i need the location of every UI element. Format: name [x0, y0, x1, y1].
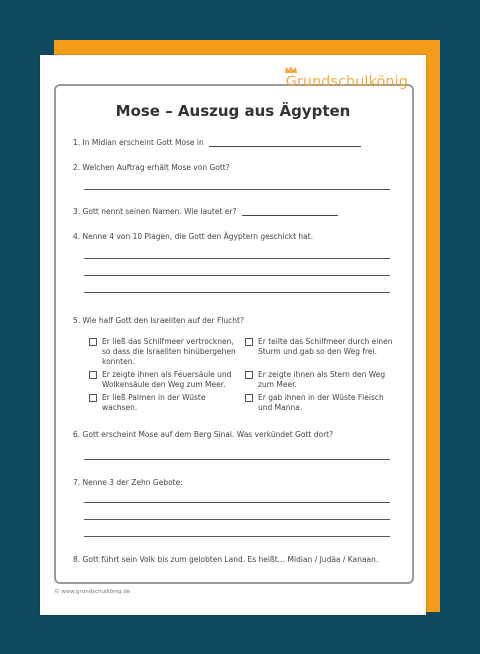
checkbox[interactable] [245, 394, 253, 402]
worksheet-page [40, 55, 426, 615]
answer-line[interactable] [84, 519, 390, 520]
option-b[interactable] [102, 370, 242, 390]
question-1-text: 1. In Midian erscheint Gott Mose in [73, 138, 204, 147]
option-a-text: Er ließ das Schilfmeer vertrocknen, so dass die Israeliten hinübergehen konnten. [102, 337, 236, 366]
checkbox[interactable] [89, 394, 97, 402]
question-5: 5. Wie half Gott den Israeliten auf der Flucht? [73, 316, 244, 325]
answer-line[interactable] [242, 214, 338, 216]
answer-line[interactable] [84, 502, 390, 503]
option-f[interactable] [258, 393, 393, 413]
option-d-text: Er teilte das Schilfmeer durch einen Sturm und gab so den Weg frei. [258, 337, 393, 356]
option-f-text: Er gab ihnen in der Wüste Fleisch und Manna. [258, 393, 384, 412]
option-b-text: Er zeigte ihnen als Feuersäule und Wolkensäule den Weg zum Meer. [102, 370, 232, 389]
option-c-text: Er ließ Palmen in der Wüste wachsen. [102, 393, 206, 412]
option-c[interactable] [102, 393, 242, 413]
answer-line[interactable] [84, 258, 390, 259]
option-d[interactable] [258, 337, 393, 357]
checkbox[interactable] [89, 338, 97, 346]
option-a[interactable] [102, 337, 242, 367]
footer-copyright: © www.grundschulkönig.de [54, 589, 131, 595]
crown-icon [285, 66, 297, 73]
brand-logo-text: Grundschulkönig [285, 74, 408, 90]
worksheet-frame [54, 84, 414, 584]
question-8: 8. Gott führt sein Volk bis zum gelobten Land. Es heißt… Midian / Judäa / Kanaan. [73, 555, 379, 564]
option-e-text: Er zeigte ihnen als Stern den Weg zum Meer. [258, 370, 386, 389]
brand-logo [286, 74, 408, 90]
question-2: 2. Welchen Auftrag erhält Mose von Gott? [73, 163, 230, 172]
answer-line[interactable] [84, 292, 390, 293]
answer-line[interactable] [84, 189, 390, 190]
question-6: 6. Gott erscheint Mose auf dem Berg Sinai. Was verkündet Gott dort? [73, 430, 334, 439]
question-4: 4. Nenne 4 von 10 Plagen, die Gott den Ägyptern geschickt hat. [73, 232, 314, 241]
question-1 [73, 138, 361, 147]
question-7: 7. Nenne 3 der Zehn Gebote: [73, 478, 183, 487]
answer-line[interactable] [84, 536, 390, 537]
checkbox[interactable] [89, 371, 97, 379]
question-3 [73, 207, 338, 216]
answer-line[interactable] [84, 275, 390, 276]
answer-line[interactable] [84, 459, 390, 460]
question-3-text: 3. Gott nennt seinen Namen. Wie lautet er? [73, 207, 237, 216]
worksheet-title: Mose – Auszug aus Ägypten [115, 102, 351, 120]
answer-line[interactable] [209, 145, 361, 147]
checkbox[interactable] [245, 371, 253, 379]
checkbox[interactable] [245, 338, 253, 346]
option-e[interactable] [258, 370, 393, 390]
